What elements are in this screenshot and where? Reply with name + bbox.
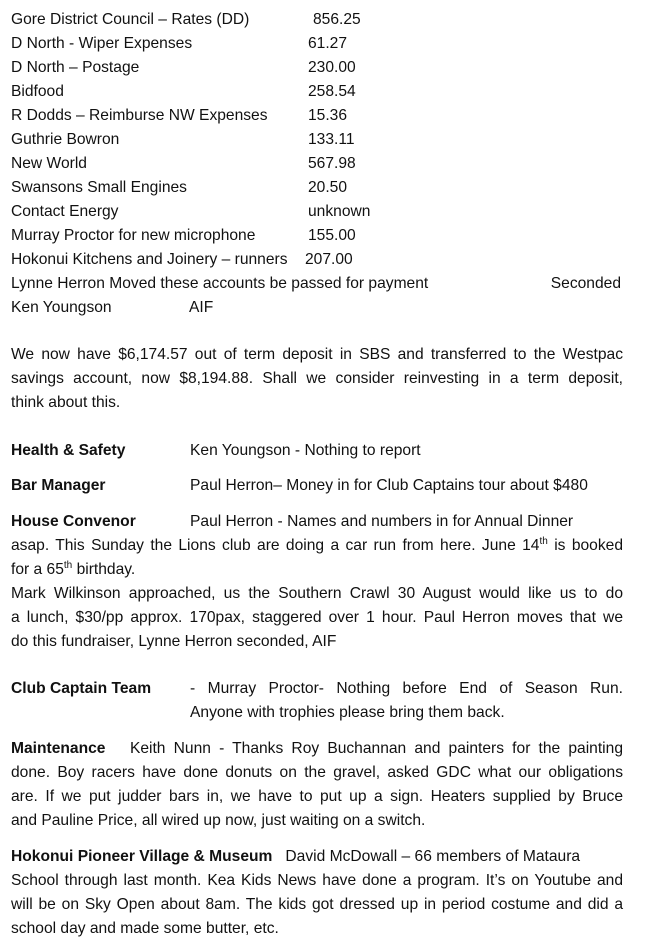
paragraph-line: a lunch, $30/pp approx. 170pax, staggered over 1 hour. Paul Herron moves that we [11,609,623,626]
paragraph-line: and Pauline Price, all wired up now, just waiting on a switch. [11,812,426,829]
section-heading: Club Captain Team [11,680,152,697]
maintenance-paragraph [11,737,623,833]
text-run: is booked [547,537,623,554]
paragraph-line [11,737,623,761]
paragraph-line [11,534,623,558]
section-first-line [11,510,623,534]
section-second-line [11,701,623,725]
motion-result: AIF [189,299,214,316]
health-safety-section [11,439,623,463]
text-run: Keith Nunn - Thanks Roy Buchannan and painters for the painting [129,740,623,757]
paragraph-line: We now have $6,174.57 out of term deposit in SBS and transferred to the Westpac [11,346,623,363]
account-amount: 15.36 [308,107,348,124]
section-first-line [11,677,623,701]
paragraph-line: do this fundraiser, Lynne Herron seconded, AIF [11,633,337,650]
ordinal-suffix: th [63,559,73,571]
account-name: Hokonui Kitchens and Joinery – runners [11,251,288,268]
text-run [105,740,129,757]
account-name: Murray Proctor for new microphone [11,227,256,244]
account-name: R Dodds – Reimburse NW Expenses [11,107,268,124]
ordinal-suffix: th [539,535,548,547]
paragraph-line [11,845,623,869]
motion-line [11,272,621,296]
paragraph-line: School through last month. Kea Kids News have done a program. It’s on Youtube and [11,872,623,889]
house-convenor-continued [11,534,623,654]
section-text: Paul Herron - Names and numbers in for Annual Dinner [190,513,574,530]
deposit-paragraph [11,343,623,415]
account-name: New World [11,155,87,172]
paragraph-line: will be on Sky Open about 8am. The kids got dressed up in period costume and did a [11,896,623,913]
paragraph-line: are. If we put judder bars in, we have to put up a sign. Heaters supplied by Bruce [11,788,623,805]
seconder-name: Ken Youngson [11,299,112,316]
museum-paragraph [11,845,623,941]
bar-manager-section [11,474,623,498]
section-text: - Murray Proctor- Nothing before End of Season Run. [190,680,623,697]
account-amount: 61.27 [308,35,348,52]
text-run: for a 65 [11,561,64,578]
account-name: D North - Wiper Expenses [11,35,193,52]
account-name: Gore District Council – Rates (DD) [11,11,250,28]
section-heading: Health & Safety [11,442,126,459]
account-name: D North – Postage [11,59,140,76]
paragraph-line: school day and made some butter, etc. [11,920,279,937]
account-name: Guthrie Bowron [11,131,120,148]
account-amount: 567.98 [308,155,356,172]
paragraph-line: Mark Wilkinson approached, us the Southern Crawl 30 August would like us to do [11,585,623,602]
account-name: Swansons Small Engines [11,179,187,196]
account-name: Bidfood [11,83,64,100]
account-amount: 133.11 [308,131,355,148]
account-amount: 207.00 [305,251,353,268]
account-amount: unknown [308,203,371,220]
account-amount: 856.25 [313,11,361,28]
account-amount: 258.54 [308,83,356,100]
account-amount: 155.00 [308,227,356,244]
seconded-label: Seconded [550,275,621,292]
motion-text: Lynne Herron Moved these accounts be passed for payment [11,275,429,292]
text-run: asap. This Sunday the Lions club are doing a car run from here. June 14 [11,537,540,554]
section-text: Paul Herron– Money in for Club Captains tour about $480 [190,477,588,494]
paragraph-line: think about this. [11,394,121,411]
section-heading: House Convenor [11,513,136,530]
account-amount: 20.50 [308,179,348,196]
text-run: David McDowall – 66 members of Mataura [285,848,581,865]
account-amount: 230.00 [308,59,356,76]
text-run [272,848,285,865]
paragraph-line [11,558,623,582]
paragraph-line: done. Boy racers have done donuts on the gravel, asked GDC what our obligations [11,764,623,781]
section-heading: Maintenance [11,740,106,757]
section-text: Anyone with trophies please bring them back. [190,704,505,721]
section-text: Ken Youngson - Nothing to report [190,442,421,459]
section-heading: Bar Manager [11,477,106,494]
text-run: birthday. [72,561,136,578]
paragraph-line: savings account, now $8,194.88. Shall we consider reinvesting in a term deposit, [11,370,623,387]
account-name: Contact Energy [11,203,119,220]
section-heading: Hokonui Pioneer Village & Museum [11,848,273,865]
